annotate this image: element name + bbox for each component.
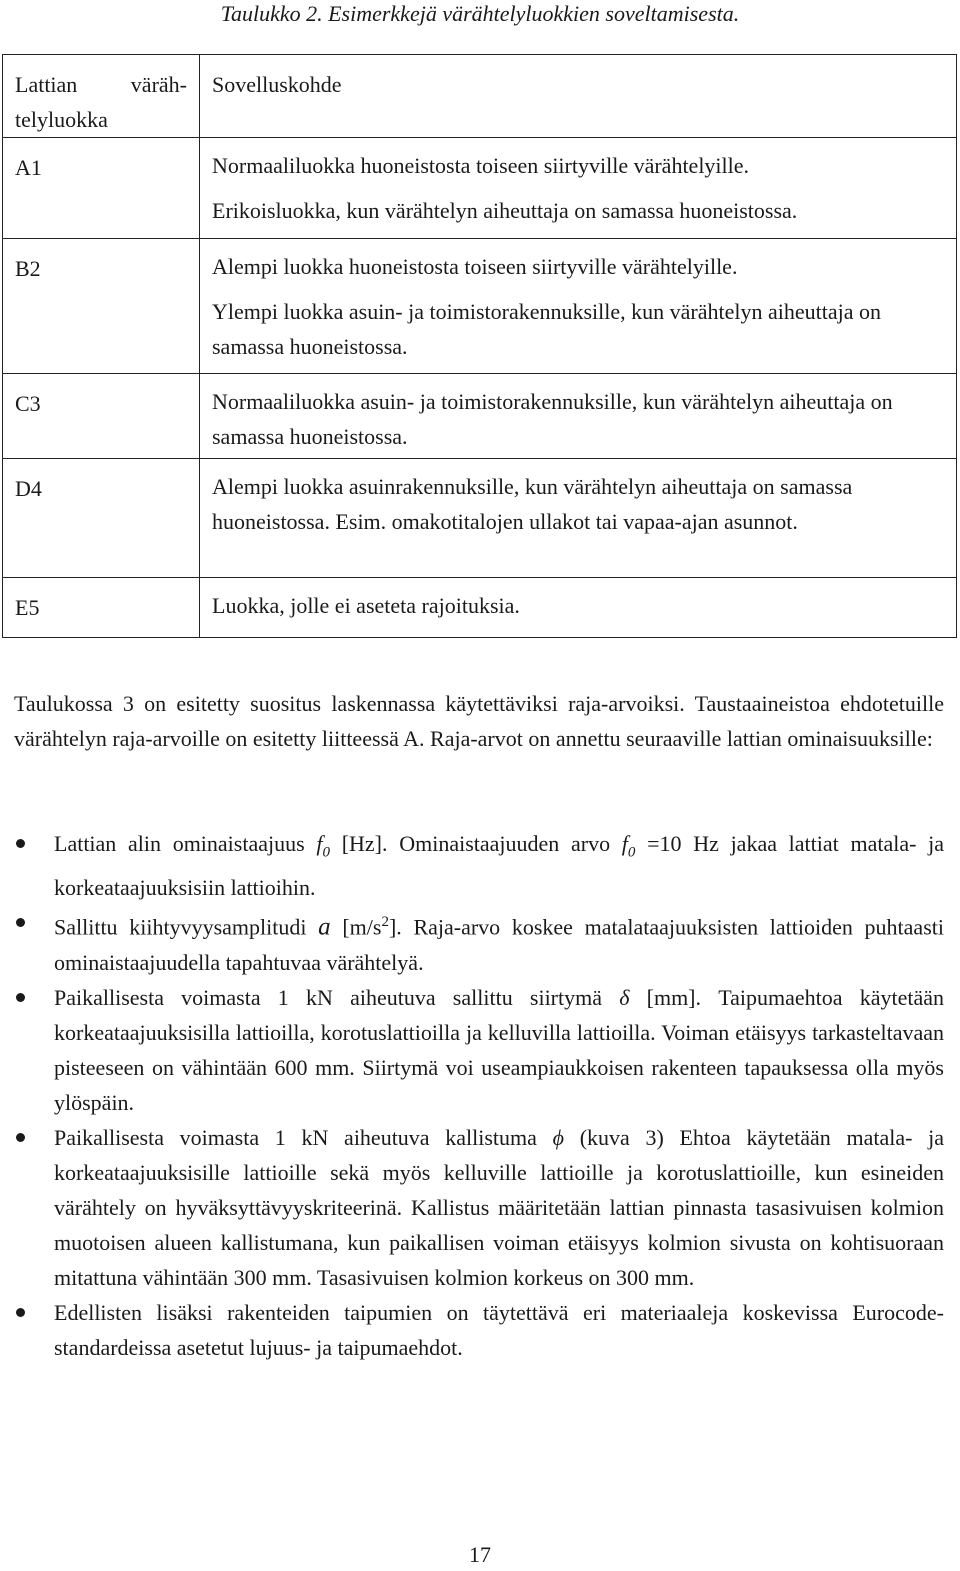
- class-label: D4: [15, 476, 42, 501]
- intro-paragraph: Taulukossa 3 on esitetty suositus laskennassa käytettäviksi raja-arvoiksi. Taustaaineistoa ehdotetuille värähtelyn raja-arvoille on esitetty liitteessä A. Raja-arvot on annettu seuraaville lattian ominaisuuksille:: [14, 691, 944, 751]
- row-desc: Ylempi luokka asuin- ja toimistorakennuksille, kun värähtelyn aiheuttaja on samassa huoneistossa.: [212, 299, 882, 359]
- symbol-a: a: [318, 913, 331, 941]
- header-class-cell: [3, 55, 200, 138]
- bullet-icon: [16, 1308, 25, 1317]
- table-row: [3, 374, 957, 459]
- table-row: [3, 578, 957, 638]
- row-desc: Alempi luokka huoneistosta toiseen siirtyville värähtelyille.: [212, 254, 738, 279]
- row-desc: Luokka, jolle ei aseteta rajoituksia.: [212, 593, 520, 618]
- row-desc: Normaaliluokka asuin- ja toimistorakennuksille, kun värähtelyn aiheuttaja on samassa huoneistossa.: [212, 389, 893, 449]
- page-number: 17: [469, 1542, 491, 1567]
- row-desc: Normaaliluokka huoneistosta toiseen siirtyville värähtelyille.: [212, 153, 750, 178]
- bullet-icon: [16, 918, 25, 927]
- class-label: C3: [15, 391, 41, 416]
- symbol-f0: f: [316, 831, 323, 856]
- class-label: E5: [15, 595, 40, 620]
- vibration-class-table: [2, 54, 957, 638]
- table-row: [3, 459, 957, 578]
- header-desc-cell: [200, 55, 957, 138]
- bullet-icon: [16, 993, 25, 1002]
- header-desc: Sovelluskohde: [212, 72, 342, 97]
- list-item: Paikallisesta voimasta 1 kN aiheutuva kallistuma ϕ (kuva 3) Ehtoa käytetään matala- ja korkeataajuuksisille lattioille sekä myös kelluville lattioille ja korotuslattioille, kun esineiden värähtely on hyväksyttävyyskriteerinä. Kallistus määritetään lattian pinnasta tasasivuisen kolmion muotoisen alueen kallistumana, kun paikallisen voiman etäisyys kolmion sivusta on kohtisuoraan mitattuna vähintään 300 mm. Tasasivuisen kolmion korkeus on 300 mm.: [14, 1120, 944, 1295]
- row-desc: Alempi luokka asuinrakennuksille, kun värähtelyn aiheuttaja on samassa huoneistossa. Esim. omakotitalojen ullakot tai vapaa-ajan asunnot.: [212, 474, 853, 534]
- bullet-icon: [16, 1133, 25, 1142]
- table-header-row: [3, 55, 957, 138]
- class-label: B2: [15, 256, 41, 281]
- table-row: [3, 239, 957, 374]
- row-desc: Erikoisluokka, kun värähtelyn aiheuttaja on samassa huoneistossa.: [212, 198, 798, 223]
- list-item: Paikallisesta voimasta 1 kN aiheutuva sallittu siirtymä δ [mm]. Taipumaehtoa käytetään korkeataajuuksisilla lattioilla, korotuslattioilla ja kelluvilla lattioilla. Voiman etäisyys tarkasteltavaan pisteeseen on vähintään 600 mm. Siirtymä voi useampiaukkoisen rakenteen tapauksessa olla myös ylöspäin.: [14, 980, 944, 1120]
- table-caption: Taulukko 2. Esimerkkejä värähtelyluokkien soveltamisesta.: [220, 1, 740, 26]
- table-row: [3, 138, 957, 239]
- class-label: A1: [15, 155, 42, 180]
- header-class-line2: telyluokka: [15, 107, 108, 132]
- header-class-line1: Lattian väräh-: [15, 72, 187, 97]
- bullet-icon: [16, 839, 25, 848]
- symbol-delta: δ: [619, 984, 630, 1010]
- property-list: [14, 826, 944, 1365]
- list-item: Edellisten lisäksi rakenteiden taipumien on täytettävä eri materiaaleja koskevissa Eurocode-standardeissa asetetut lujuus- ja taipumaehdot.: [14, 1295, 944, 1365]
- list-item: Sallittu kiihtyvyysamplitudi a $[m/s^2]$. Raja-arvo koskee matalataajuuksisten lattioiden puhtaasti ominaistaajuudella tapahtuvaa värähtelyä.: [14, 905, 944, 979]
- list-item: Lattian alin ominaistaajuus $f_0$ [Hz]. Ominaistaajuuden arvo $f_0 =10$ Hz jakaa lattiat matala- ja korkeataajuuksisiin lattioihin.: [14, 826, 944, 905]
- symbol-phi: ϕ: [552, 1124, 564, 1150]
